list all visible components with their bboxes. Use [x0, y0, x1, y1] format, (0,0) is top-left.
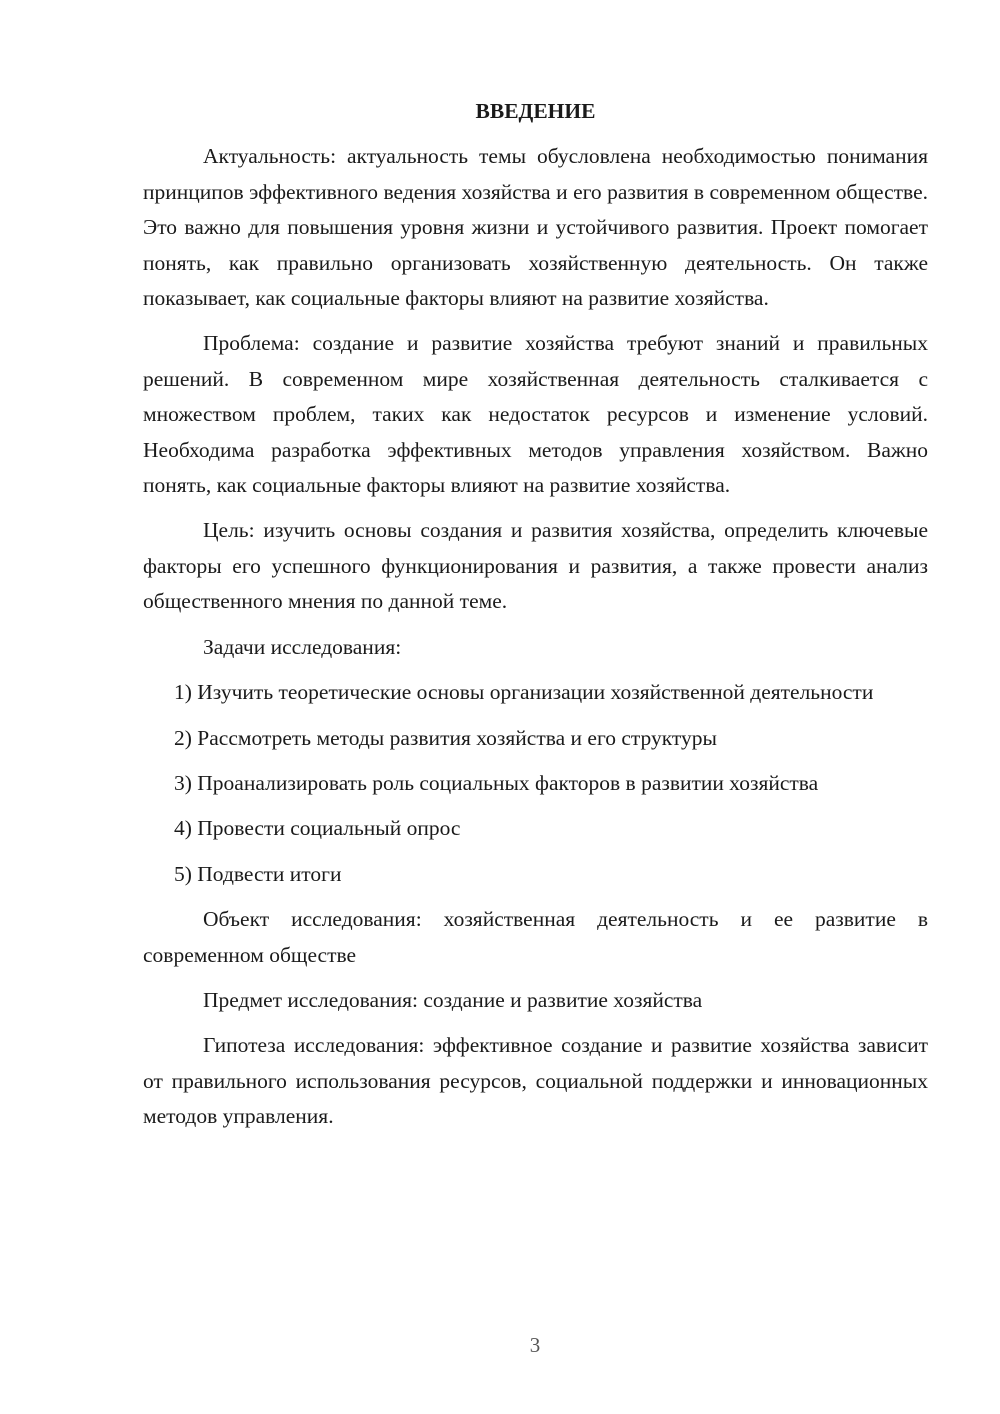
task-item-3: 3) Проанализировать роль социальных факторов в развитии хозяйства — [174, 770, 819, 795]
task-item-5: 5) Подвести итоги — [174, 861, 342, 886]
paragraph-subject: Предмет исследования: создание и развитие хозяйства — [203, 987, 703, 1012]
paragraph-object: Объект исследования: хозяйственная деятельность и ее развитие в современном обществе — [143, 907, 928, 967]
paragraph-hypothesis: Гипотеза исследования: эффективное создание и развитие хозяйства зависит от правильного использования ресурсов, социальной поддержки и инновационных методов управления. — [143, 1033, 928, 1129]
task-item-2: 2) Рассмотреть методы развития хозяйства и его структуры — [174, 725, 717, 750]
page-number: 3 — [529, 1333, 541, 1357]
tasks-heading: Задачи исследования: — [203, 634, 402, 659]
page-title: ВВЕДЕНИЕ — [475, 99, 596, 123]
paragraph-problem: Проблема: создание и развитие хозяйства требуют знаний и правильных решений. В современном мире хозяйственная деятельность сталкивается с множеством проблем, таких как недостаток ресурсов и изменение условий. Необходима разработка эффективных методов управления хозяйством. Важно понять, как социальные факторы влияют на развитие хозяйства. — [143, 331, 928, 498]
page-body — [143, 94, 928, 1145]
paragraph-goal: Цель: изучить основы создания и развития хозяйства, определить ключевые факторы его успешного функционирования и развития, а также провести анализ общественного мнения по данной теме. — [143, 518, 928, 614]
task-item-4: 4) Провести социальный опрос — [174, 816, 461, 841]
task-item-1: 1) Изучить теоретические основы организации хозяйственной деятельности — [174, 680, 874, 705]
paragraph-relevance: Актуальность: актуальность темы обусловлена необходимостью понимания принципов эффективного ведения хозяйства и его развития в современном обществе. Это важно для повышения уровня жизни и устойчивого развития. Проект помогает понять, как правильно организовать хозяйственную деятельность. Он также показывает, как социальные факторы влияют на развитие хозяйства. — [143, 144, 928, 311]
